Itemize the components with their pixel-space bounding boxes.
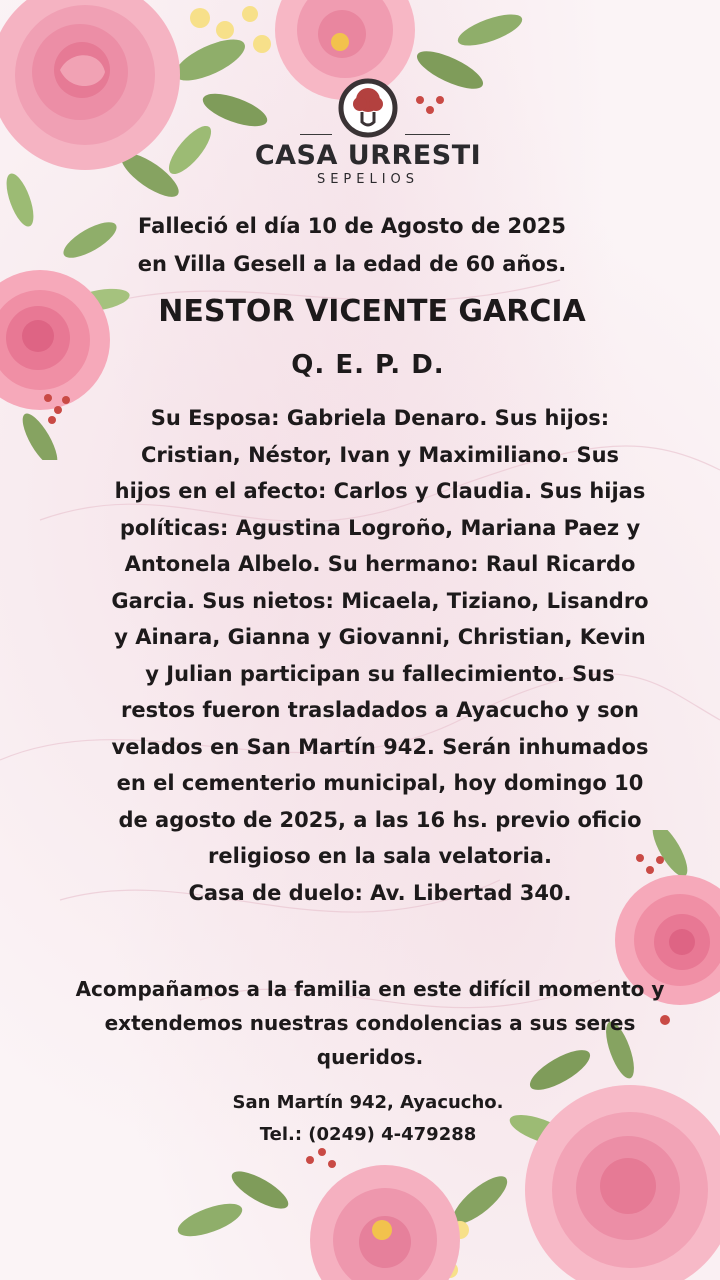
condolence-line: queridos. bbox=[316, 1045, 424, 1069]
contact-info bbox=[0, 1087, 720, 1151]
body-line: Garcia. Sus nietos: Micaela, Tiziano, Lisandro bbox=[111, 588, 649, 613]
body-line: Antonela Albelo. Su hermano: Raul Ricardo bbox=[124, 552, 636, 576]
obituary-body bbox=[80, 400, 680, 911]
body-line: Cristian, Néstor, Ivan y Maximiliano. Sus bbox=[140, 442, 620, 467]
body-line: políticas: Agustina Logroño, Mariana Paez y bbox=[119, 515, 641, 540]
body-line: restos fueron trasladados a Ayacucho y son bbox=[121, 698, 639, 722]
body-line: de agosto de 2025, a las 16 hs. previo oficio bbox=[118, 807, 642, 832]
death-date-line: Falleció el día 10 de Agosto de 2025 bbox=[138, 214, 566, 238]
deceased-name: NESTOR VICENTE GARCIA bbox=[158, 294, 586, 329]
body-line: religioso en la sala velatoria. bbox=[208, 844, 552, 868]
body-line: hijos en el afecto: Carlos y Claudia. Sus hijas bbox=[114, 479, 646, 503]
death-place-age-line: en Villa Gesell a la edad de 60 años. bbox=[137, 252, 567, 276]
body-line: en el cementerio municipal, hoy domingo 10 bbox=[116, 771, 644, 795]
phone-text: Tel.: (0249) 4-479288 bbox=[259, 1124, 477, 1145]
tree-emblem-icon bbox=[338, 78, 398, 138]
funeral-home-logo bbox=[0, 78, 720, 187]
logo-divider-right bbox=[405, 134, 450, 135]
mourning-house-line: Casa de duelo: Av. Libertad 340. bbox=[188, 880, 572, 905]
body-line: y Julian participan su fallecimiento. Sus bbox=[145, 661, 615, 686]
address-text: San Martín 942, Ayacucho. bbox=[232, 1092, 504, 1113]
condolence-line: Acompañamos a la familia en este difícil momento y bbox=[75, 977, 665, 1001]
logo-divider-left bbox=[300, 134, 332, 135]
condolence-line: extendemos nuestras condolencias a sus seres bbox=[104, 1011, 636, 1035]
body-line: y Ainara, Gianna y Giovanni, Christian, Kevin bbox=[114, 625, 646, 649]
condolence-message bbox=[40, 972, 700, 1074]
body-line: velados en San Martín 942. Serán inhumados bbox=[111, 734, 649, 759]
brand-name: CASA URRESTI bbox=[254, 140, 482, 171]
rest-in-peace: Q. E. P. D. bbox=[291, 350, 445, 380]
brand-subtitle: SEPELIOS bbox=[316, 172, 420, 187]
body-line: Su Esposa: Gabriela Denaro. Sus hijos: bbox=[150, 406, 610, 430]
